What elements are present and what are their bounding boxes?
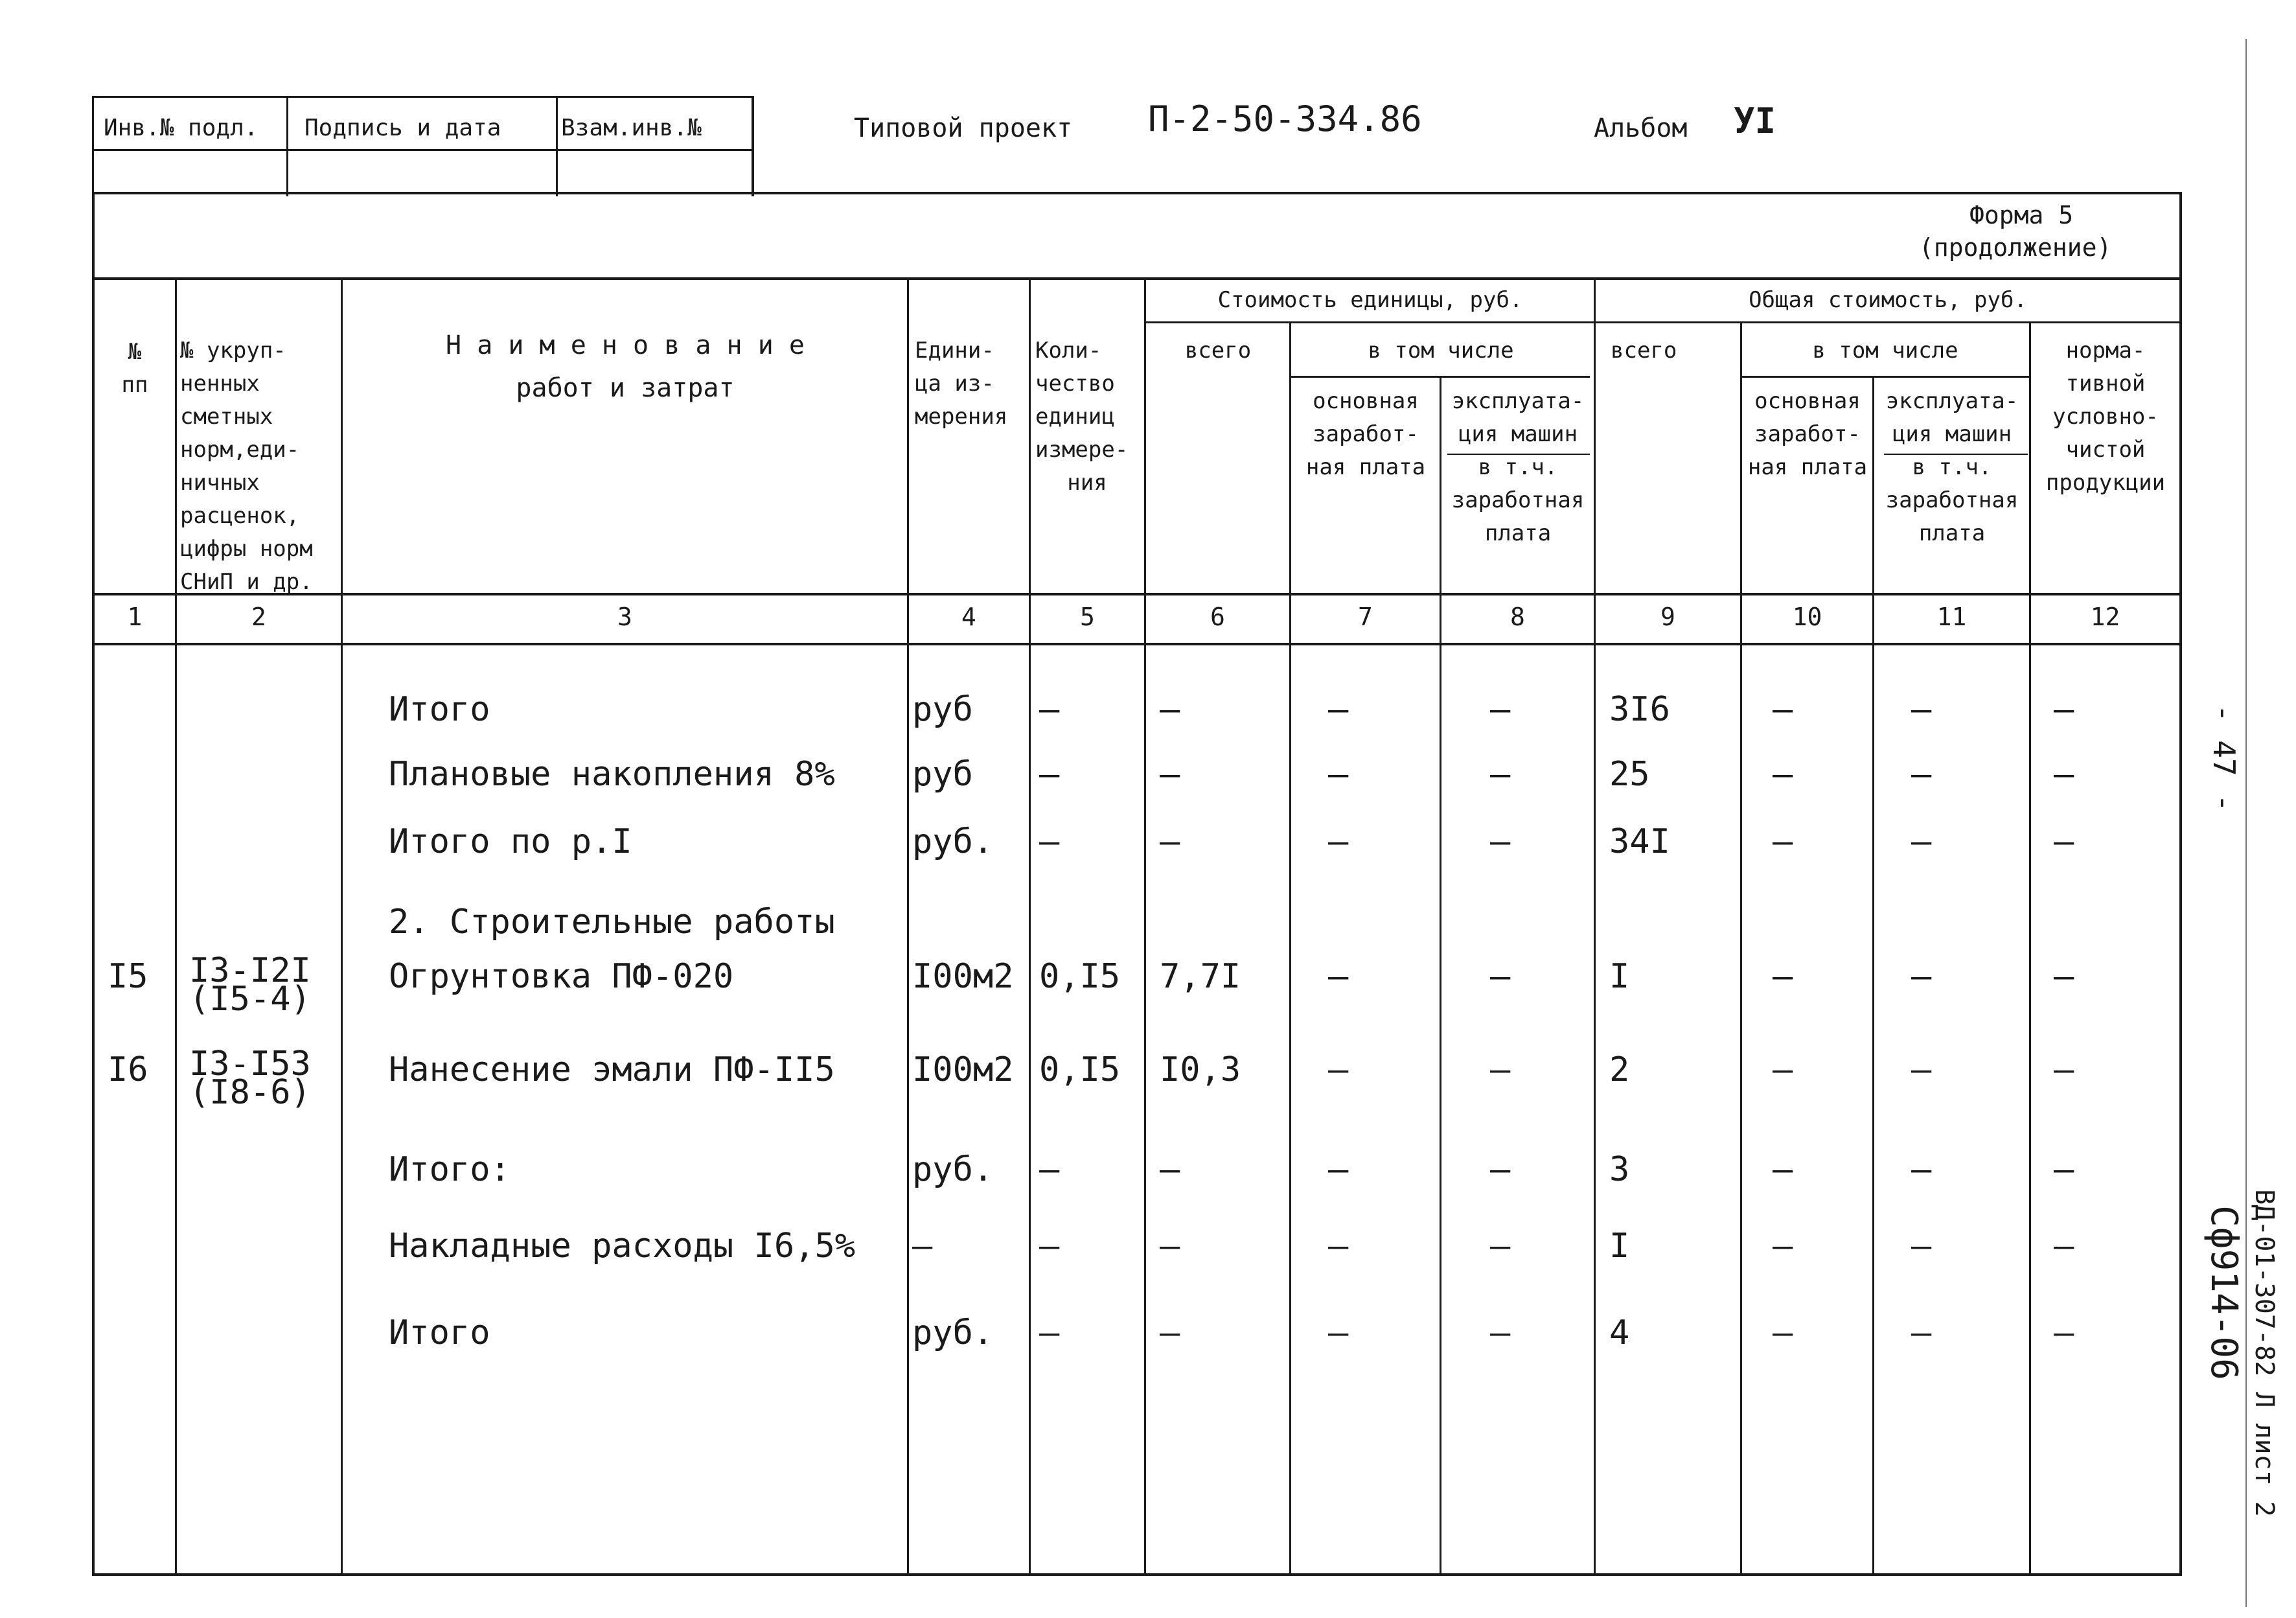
row-unit-total: –	[1160, 755, 1180, 794]
row-t-mach: –	[1911, 1050, 1932, 1089]
total-cost-group-header: Общая стоимость, руб.	[1749, 287, 2027, 313]
margin-rule	[2245, 39, 2247, 1607]
row-t-mach: –	[1911, 1150, 1932, 1189]
header-col2: № укруп- ненных сметных норм,еди- ничных расценок, цифры норм СНиП и др.	[180, 338, 313, 595]
row-qty: 0,I5	[1039, 1050, 1121, 1089]
stamp-inv-label: Инв.№ подл.	[104, 115, 258, 141]
row-unit-wage: –	[1328, 1313, 1349, 1352]
colnum: 7	[1358, 603, 1373, 631]
row-unit: –	[912, 1227, 933, 1266]
norm-code-line: I3-I2I	[189, 951, 311, 990]
row-t-wage: –	[1773, 1150, 1793, 1189]
row-unit-wage: –	[1328, 690, 1349, 729]
row-unit-total: I0,3	[1160, 1050, 1241, 1089]
project-code: П-2-50-334.86	[1148, 98, 1422, 139]
row-unit: I00м2	[912, 957, 1014, 996]
row-t-norm: –	[2054, 957, 2074, 996]
norm-code-line: (I5-4)	[189, 980, 311, 1019]
album-value: УI	[1734, 100, 1776, 141]
row-unit-mach: –	[1490, 1313, 1511, 1352]
header-col11: эксплуата- ция машин в т.ч. заработная плата	[1885, 388, 2019, 546]
header-col10: основная заработ- ная плата	[1747, 388, 1868, 480]
row-unit-wage: –	[1328, 1050, 1349, 1089]
row-name: Итого	[389, 1313, 490, 1352]
row-t-mach: –	[1911, 957, 1932, 996]
row-unit-wage: –	[1328, 822, 1349, 861]
page-number: - 47 -	[2207, 704, 2242, 813]
row-unit-mach: –	[1490, 957, 1511, 996]
header-col3: Н а и м е н о в а н и е работ и затрат	[446, 330, 805, 403]
colnum: 11	[1936, 603, 1967, 631]
colnum: 5	[1080, 603, 1095, 631]
row-t-wage: –	[1773, 1227, 1793, 1266]
colnum: 1	[127, 603, 143, 631]
form-title: Форма 5	[1969, 201, 2074, 229]
colnum: 9	[1660, 603, 1675, 631]
header-col7: основная заработ- ная плата	[1305, 388, 1426, 480]
header-col5: Коли- чество единиц измере- ния	[1035, 338, 1129, 496]
project-label: Типовой проект	[854, 113, 1073, 143]
stamp-sign-label: Подпись и дата	[304, 115, 501, 141]
row-name: Итого:	[389, 1150, 511, 1189]
header-col4: Едини- ца из- мерения	[915, 338, 1008, 430]
row-unit: I00м2	[912, 1050, 1014, 1089]
row-total: 3	[1609, 1150, 1630, 1189]
row-t-wage: –	[1773, 1050, 1793, 1089]
row-unit-mach: –	[1490, 755, 1511, 794]
colnum: 10	[1792, 603, 1822, 631]
row-number: I5	[108, 957, 148, 996]
norm-code-line: (I8-6)	[189, 1073, 311, 1112]
row-name: Накладные расходы I6,5%	[389, 1227, 856, 1266]
row-unit-total: –	[1160, 1150, 1180, 1189]
row-t-mach: –	[1911, 690, 1932, 729]
row-name: Плановые накопления 8%	[389, 755, 835, 794]
row-t-wage: –	[1773, 957, 1793, 996]
row-unit: руб.	[912, 1313, 994, 1352]
colnum: 8	[1510, 603, 1525, 631]
row-unit-wage: –	[1328, 1227, 1349, 1266]
row-qty: –	[1039, 1150, 1060, 1189]
row-unit-wage: –	[1328, 1150, 1349, 1189]
row-t-norm: –	[2054, 755, 2074, 794]
row-unit-total: 7,7I	[1160, 957, 1241, 996]
colnum: 6	[1210, 603, 1225, 631]
row-norm-code	[189, 951, 311, 1019]
row-t-norm: –	[2054, 1050, 2074, 1089]
doc-code: Сф914-06	[2203, 1205, 2245, 1380]
row-t-wage: –	[1773, 822, 1793, 861]
row-norm-code	[189, 1045, 311, 1112]
row-t-wage: –	[1773, 690, 1793, 729]
row-total: 2	[1609, 1050, 1630, 1089]
row-name: Нанесение эмали ПФ-II5	[389, 1050, 835, 1089]
row-total: 4	[1609, 1313, 1630, 1352]
row-unit-mach: –	[1490, 690, 1511, 729]
album-label: Альбом	[1594, 113, 1688, 143]
row-name: 2. Строительные работы	[389, 903, 835, 942]
row-qty: 0,I5	[1039, 957, 1121, 996]
row-t-mach: –	[1911, 1313, 1932, 1352]
row-qty: –	[1039, 690, 1060, 729]
norm-code-line: I3-I53	[189, 1045, 311, 1083]
colnum: 12	[2090, 603, 2120, 631]
row-unit: руб	[912, 755, 973, 794]
row-unit-wage: –	[1328, 957, 1349, 996]
row-unit-total: –	[1160, 1227, 1180, 1266]
sheet-reference: ВД-01-307-82 Л лист 2	[2249, 1189, 2279, 1517]
row-total: 3I6	[1609, 690, 1670, 729]
row-unit-wage: –	[1328, 755, 1349, 794]
header-col6: всего	[1184, 338, 1252, 364]
row-unit: руб.	[912, 822, 994, 861]
row-unit-mach: –	[1490, 1227, 1511, 1266]
row-name: Итого	[389, 690, 490, 729]
row-t-norm: –	[2054, 822, 2074, 861]
row-total: I	[1609, 1227, 1630, 1266]
row-t-norm: –	[2054, 1313, 2074, 1352]
row-qty: –	[1039, 1313, 1060, 1352]
row-unit: руб	[912, 690, 973, 729]
row-t-norm: –	[2054, 690, 2074, 729]
row-number: I6	[108, 1050, 148, 1089]
row-t-norm: –	[2054, 1150, 2074, 1189]
row-t-mach: –	[1911, 1227, 1932, 1266]
header-col1: № пп	[121, 339, 148, 398]
header-total-incl: в том числе	[1812, 338, 1958, 364]
row-t-wage: –	[1773, 1313, 1793, 1352]
row-unit-mach: –	[1490, 1050, 1511, 1089]
row-t-norm: –	[2054, 1227, 2074, 1266]
row-total: I	[1609, 957, 1630, 996]
row-unit-total: –	[1160, 1313, 1180, 1352]
row-total: 25	[1609, 755, 1650, 794]
header-col9: всего	[1611, 338, 1677, 364]
row-t-mach: –	[1911, 822, 1932, 861]
stamp-replace-label: Взам.инв.№	[561, 115, 702, 141]
colnum: 2	[251, 603, 266, 631]
row-unit-total: –	[1160, 690, 1180, 729]
form-subtitle: (продолжение)	[1919, 233, 2112, 262]
header-col12: норма- тивной условно- чистой продукции	[2045, 338, 2166, 496]
header-col8: эксплуата- ция машин в т.ч. заработная плата	[1451, 388, 1585, 546]
row-unit-mach: –	[1490, 1150, 1511, 1189]
row-qty: –	[1039, 1227, 1060, 1266]
row-unit-mach: –	[1490, 822, 1511, 861]
row-t-mach: –	[1911, 755, 1932, 794]
row-total: 34I	[1609, 822, 1670, 861]
colnum: 3	[617, 603, 632, 631]
row-t-wage: –	[1773, 755, 1793, 794]
row-qty: –	[1039, 822, 1060, 861]
row-unit: руб.	[912, 1150, 994, 1189]
row-name: Огрунтовка ПФ-020	[389, 957, 734, 996]
header-unit-incl: в том числе	[1368, 338, 1514, 364]
row-unit-total: –	[1160, 822, 1180, 861]
colnum: 4	[961, 603, 976, 631]
unit-cost-group-header: Стоимость единицы, руб.	[1217, 287, 1523, 313]
row-qty: –	[1039, 755, 1060, 794]
row-name: Итого по р.I	[389, 822, 632, 861]
